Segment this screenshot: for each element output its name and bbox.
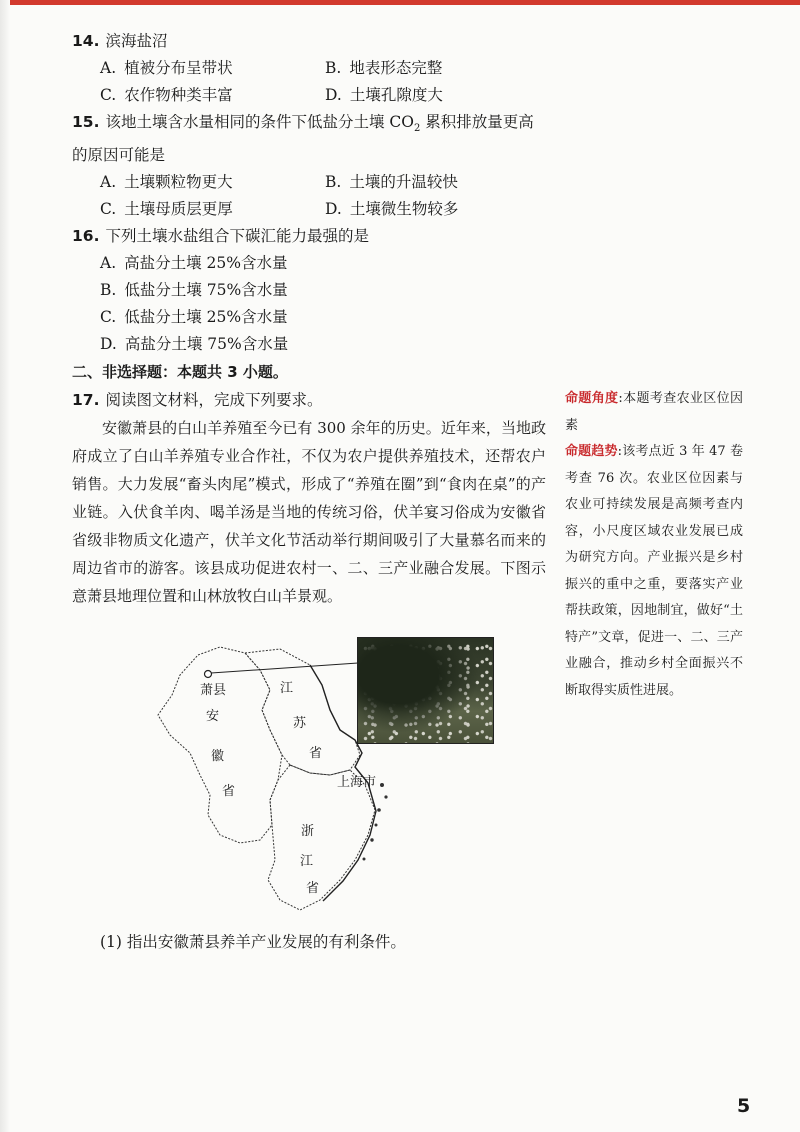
zhejiang-label-1: 浙	[301, 824, 315, 839]
side-note: 命题角度:本题考查农业区位因素 命题趋势:该考点近 3 年 47 卷考查 76 次。农业区位因素与农业可持续发展是高频考查内容，小尺度区域农业发展已成为研究方向。产业振兴是乡村振兴的重中之重，要落实产业帮扶政策，因地制宜，做好“土特产”文章，促进一、二、三产业融合，推动乡村全面振兴不断取得实质性进展。	[565, 391, 743, 698]
page-fold-shadow	[0, 0, 10, 1132]
question-number: 15.	[72, 113, 100, 131]
island-dot	[375, 824, 378, 827]
island-dot	[370, 838, 373, 841]
xiaoxian-marker	[205, 671, 212, 678]
option-c[interactable]: C. 土壤母质层更厚	[100, 200, 233, 219]
question-column	[72, 28, 552, 610]
anhui-label-2: 徽	[211, 749, 225, 764]
option-a[interactable]: A. 土壤颗粒物更大	[100, 173, 233, 192]
question-stem: 滨海盐沼	[105, 32, 168, 50]
shanghai-label: 上海市	[337, 775, 377, 790]
option-b[interactable]: B. 低盐分土壤 75%含水量	[100, 281, 288, 300]
question-15: 15. 该地土壤含水量相同的条件下低盐分土壤 $CO_2$ 累积排放量更高	[72, 113, 534, 135]
option-a[interactable]: A. 植被分布呈带状	[100, 59, 233, 77]
island-dot	[380, 783, 384, 787]
question-17	[72, 387, 552, 414]
jiangsu-label-2: 苏	[293, 716, 307, 731]
side-tag-angle: 命题角度	[565, 391, 619, 406]
options-15	[72, 169, 552, 223]
option-b[interactable]: B. 土壤的升温较快	[325, 173, 458, 192]
options-16	[72, 250, 552, 358]
island-dot	[363, 858, 366, 861]
anhui-label-3: 省	[222, 784, 236, 799]
zhejiang-label-3: 省	[306, 881, 320, 896]
callout-line	[211, 663, 358, 673]
question-number: 16.	[72, 227, 100, 246]
zhejiang-label-2: 江	[300, 854, 314, 869]
options-14	[72, 55, 552, 109]
question-stem: 该地土壤含水量相同的条件下低盐分土壤 CO	[105, 113, 414, 131]
question-14	[72, 28, 552, 55]
option-d[interactable]: D. 土壤孔隙度大	[325, 86, 443, 104]
sub-question-1: (1) 指出安徽萧县养羊产业发展的有利条件。	[100, 933, 406, 951]
option-c[interactable]: C. 低盐分土壤 25%含水量	[100, 308, 288, 327]
question-number: 17.	[72, 391, 100, 410]
jiangsu-label-3: 省	[309, 746, 323, 761]
side-text-trend: 该考点近 3 年 47 卷考查 76 次。农业区位因素与农业可持续发展是高频考查内容，小尺度区域农业发展已成为研究方向。产业振兴是乡村振兴的重中之重，要落实产业帮扶政策，因地制宜，做好“土特产”文章，促进一、二、三产业融合，推动乡村全面振兴不断取得实质性进展。	[565, 444, 743, 698]
page-number: 5	[737, 1095, 751, 1117]
island-dot	[384, 795, 387, 798]
anhui-label-1: 安	[206, 709, 220, 724]
option-b[interactable]: B. 地表形态完整	[325, 59, 443, 77]
xiaoxian-label: 萧县	[200, 683, 227, 698]
white-goat-photo	[357, 637, 494, 744]
question-stem-continued: 的原因可能是	[72, 146, 166, 165]
question-number: 14.	[72, 32, 100, 50]
question-stem: 阅读图文材料，完成下列要求。	[105, 391, 323, 410]
side-tag-trend: 命题趋势	[565, 444, 618, 459]
option-a[interactable]: A. 高盐分土壤 25%含水量	[100, 254, 288, 273]
section-heading: 二、非选择题：本题共 3 小题。	[72, 363, 288, 382]
question-stem: 下列土壤水盐组合下碳汇能力最强的是	[105, 227, 369, 246]
side-text-angle: 本题考查农业区位因素	[565, 391, 743, 433]
question-16	[72, 223, 552, 250]
option-d[interactable]: D. 高盐分土壤 75%含水量	[100, 335, 289, 354]
jiangsu-label-1: 江	[280, 681, 294, 696]
option-d[interactable]: D. 土壤微生物较多	[325, 200, 459, 219]
option-c[interactable]: C. 农作物种类丰富	[100, 86, 233, 104]
reading-passage: 安徽萧县的白山羊养殖至今已有 300 余年的历史。近年来，当地政府成立了白山羊养殖专业合作社，不仅为农户提供养殖技术，还帮农户销售。大力发展“畜头肉尾”模式，形成了“养殖在圈”到“食肉在桌”的产业链。入伏食羊肉、喝羊汤是当地的传统习俗，伏羊宴习俗成为安徽省省级非物质文化遗产，伏羊文化节活动举行期间吸引了大量慕名而来的周边省市的游客。该县成功促进农村一、二、三产业融合发展。下图示意萧县地理位置和山林放牧白山羊景观。	[72, 419, 546, 606]
island-dot	[377, 808, 381, 812]
top-accent-bar	[0, 0, 800, 5]
